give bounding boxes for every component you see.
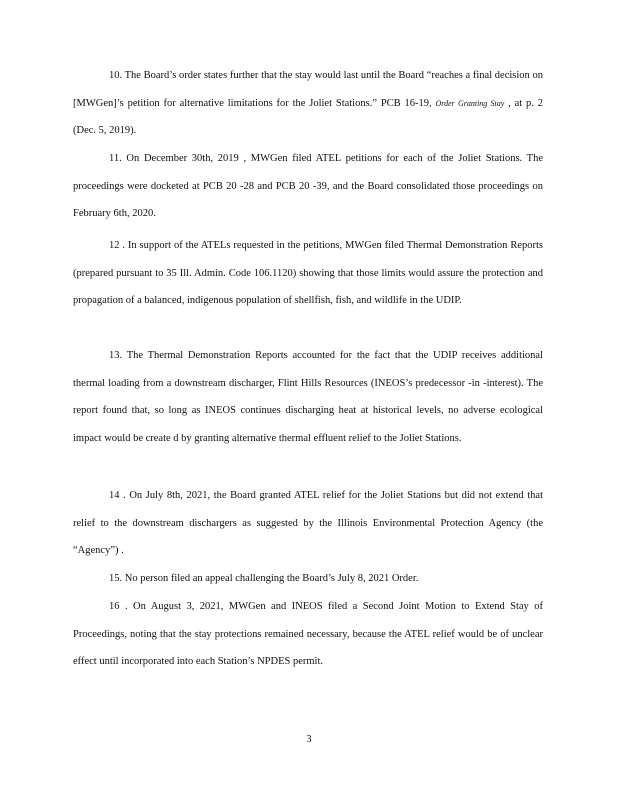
paragraph-10-citation: Order Granting Stay <box>435 98 505 108</box>
paragraph-10-text: 10. The Board’s order states further that the stay would last until the Board “reaches a final decision on [MWGen]’s petition for alternative limitations for the Joliet Stations.” PCB 16-19, <box>73 70 543 109</box>
paragraph-14: 14 . On July 8th, 2021, the Board granted ATEL relief for the Joliet Stations but did not extend that relief to the downstream dischargers as suggested by the Illinois Environmental Protection Agency (the “Agency”) . <box>73 490 543 557</box>
paragraph-10 <box>73 62 543 145</box>
paragraph-13: 13. The Thermal Demonstration Reports accounted for the fact that the UDIP receives additional thermal loading from a downstream discharger, Flint Hills Resources (INEOS’s predecessor -in -interest). The report found that, so long as INEOS continues discharging heat at historical levels, no adverse ecological impact would be create d by granting alternative thermal effluent relief to the Joliet Stations. <box>73 350 543 444</box>
page-number: 3 <box>306 734 312 745</box>
paragraph-12: 12 . In support of the ATELs requested in the petitions, MWGen filed Thermal Demonstration Reports (prepared pursuant to 35 Ill. Admin. Code 106.1120) showing that those limits would assure the protection and propagation of a balanced, indigenous population of shellfish, fish, and wildlife in the UDIP. <box>73 240 543 307</box>
paragraph-15: 15. No person filed an appeal challenging the Board’s July 8, 2021 Order. <box>109 573 419 584</box>
paragraph-11: 11. On December 30th, 2019 , MWGen filed ATEL petitions for each of the Joliet Stations. The proceedings were docketed at PCB 20 -28 and PCB 20 -39, and the Board consolidated those proceedings on February 6th, 2020. <box>73 153 543 220</box>
paragraph-16: 16 . On August 3, 2021, MWGen and INEOS filed a Second Joint Motion to Extend Stay of Proceedings, noting that the stay protections remained necessary, because the ATEL relief would be of unclear effect until incorporated into each Station’s NPDES permit. <box>73 601 543 668</box>
paragraph-10-date: , at p. 2 (Dec. 5, 2019). <box>73 97 543 137</box>
